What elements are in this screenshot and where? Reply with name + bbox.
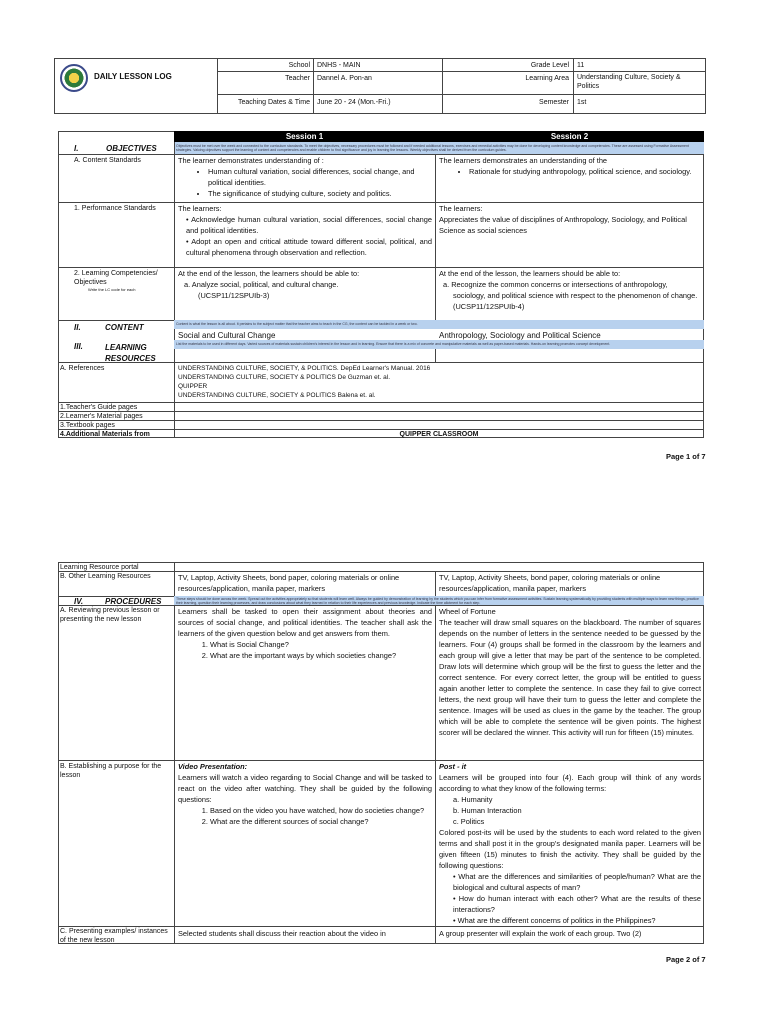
lr-heading: LEARNING RESOURCES xyxy=(105,343,156,363)
other-resources-label: B. Other Learning Resources xyxy=(60,573,151,580)
textbook-label: 3.Textbook pages xyxy=(60,422,115,429)
school-label: School xyxy=(288,62,310,69)
cs1-intro: The learner demonstrates understanding of : xyxy=(178,156,324,165)
objectives-note: Objectives must be met over the week and connected to the curriculum standards. To meet the objectives, necessary procedures must be followed and if needed additional lessons, exercises and remedial activities may be done for developing content knowledge and competencies. These are assessed using Formative Assessment strategies. Valuing objectives support the learning of content and competencies and enable children to find significance and joy in learning the lessons. Weekly objectives shall be derived from the curriculum guides. xyxy=(176,144,689,152)
est2-text: Learners will be grouped into four (4). Each group will think of any words according to what they know of the following terms: xyxy=(439,773,701,793)
est1-text: Learners will watch a video regarding to Social Change and will be tasked to react on the video after watching. They shall be guided by the following questions: xyxy=(178,773,432,804)
est1-title: Video Presentation: xyxy=(178,762,248,771)
pres2-text: A group presenter will explain the work of each group. Two (2) xyxy=(439,929,642,938)
reviewing-label: A. Reviewing previous lesson or presenting the new lesson xyxy=(60,607,160,623)
lr-portal-label: Learning Resource portal xyxy=(60,564,139,571)
semester-value: 1st xyxy=(577,99,587,106)
ps2-intro: The learners: xyxy=(439,204,483,213)
reference-item: UNDERSTANDING CULTURE, SOCIETY, & POLITICS. DepEd Learner's Manual. 2016 xyxy=(178,365,431,372)
content-heading: CONTENT xyxy=(105,323,144,332)
lr-note: List the materials to be used in different days. Varied sources of materials sustain children's interest in the lesson and in learning. Ensure that there is a mix of concrete and manipulative materials as well as paper-based materials. Hands-on learning promotes concept development. xyxy=(176,342,611,346)
content2-value: Anthropology, Sociology and Political Science xyxy=(439,331,601,340)
learners-material-label: 2.Learner's Material pages xyxy=(60,413,143,420)
est2-term: a. Humanity xyxy=(453,795,493,804)
est2-cell: Post - it Learners will be grouped into four (4). Each group will think of any words according to what they know of the following terms: a. Humanity b. Human Interaction c. Politics Colored post-its will be used by the students to each word related to the given terms and shall post it in the group's designated manila paper. Learners will be given fifteen (15) minutes to finish the activity. They shall be guided by the following questions: • What are the differences and similarities of people/human? What are the biological and cultural aspects of man? • How do human interact with each other? What are the results of these interactions? • What are the different concerns of politics in the Philippines? xyxy=(439,762,701,925)
lc2-item: a. Recognize the common concerns or intersections of anthropology, sociology, and political science with respect to the phenomenon of change. (UCSP11/12SPUIb-4) xyxy=(443,280,698,311)
olr1-value: TV, Laptop, Activity Sheets, bond paper, coloring materials or online resources/application, manila paper, markers xyxy=(178,573,400,593)
reference-item: QUIPPER xyxy=(178,383,208,390)
objectives-num: I. xyxy=(74,144,79,153)
establishing-label: B. Establishing a purpose for the lesson xyxy=(60,763,162,779)
area-value: Understanding Culture, Society & Politics xyxy=(577,74,681,90)
est2-term: b. Human Interaction xyxy=(453,806,522,815)
ps2-text: Appreciates the value of disciplines of Anthropology, Sociology, and Political Science as social sciences xyxy=(439,215,687,235)
semester-label: Semester xyxy=(539,99,569,106)
teachers-guide-label: 1.Teacher's Guide pages xyxy=(60,404,138,411)
est2-title: Post - it xyxy=(439,762,467,771)
reference-item: UNDERSTANDING CULTURE, SOCIETY & POLITICS De Guzman et. al. xyxy=(178,374,391,381)
performance-standards-label: 1. Performance Standards xyxy=(74,205,156,212)
rev1-text: Learners shall be tasked to open their assignment about theories and sources of social change, and political identities. The teacher shall ask the learners of the given question below and get answers from them. xyxy=(178,607,432,638)
ps1-item: Acknowledge human cultural variation, social differences, social change and political identities. xyxy=(186,215,433,235)
session2-header: Session 2 xyxy=(435,131,704,142)
lc2-intro: At the end of the lesson, the learners should be able to: xyxy=(439,269,621,278)
ps1-cell: The learners: • Acknowledge human cultural variation, social differences, social change and political identities. • Adopt an open and critical attitude toward different social, political, and cultural phenomena through observation and reflection. xyxy=(178,204,433,257)
lc2-cell xyxy=(439,268,701,312)
procedures-num: IV. xyxy=(74,597,84,606)
additional-materials-label: 4.Additional Materials from xyxy=(60,431,150,438)
est2-question: What are the different concerns of politics in the Philippines? xyxy=(457,916,656,925)
rev2-title: Wheel of Fortune xyxy=(439,607,496,616)
teacher-label: Teacher xyxy=(285,75,310,82)
lc1-item: a. Analyze social, political, and cultural change. xyxy=(184,280,339,289)
lc1-intro: At the end of the lesson, the learners should be able to: xyxy=(178,269,360,278)
content1-value: Social and Cultural Change xyxy=(178,331,276,340)
objectives-heading: OBJECTIVES xyxy=(106,144,157,153)
page-number: Page 1 of 7 xyxy=(666,452,706,461)
session1-header: Session 1 xyxy=(174,131,435,142)
page-number: Page 2 of 7 xyxy=(666,955,706,964)
ps2-cell xyxy=(439,203,701,236)
cs2-item: • Rationale for studying anthropology, political science, and sociology. xyxy=(469,166,701,177)
content-standards-label: A. Content Standards xyxy=(74,157,141,164)
content-note: Content is what the lesson is all about. It pertains to the subject matter that the teacher aims to teach in the CG, the content can be tackled in a week or two. xyxy=(176,322,418,326)
cs1-item: • The significance of studying culture, society and politics. xyxy=(208,188,432,199)
procedures-note: These steps should be done across the week. Spread out the activities appropriately so that students will learn well. Always be guided by demonstration of learning by the students which you can infer from formative assessment activities. Sustain learning systematically by providing students with multiple ways to learn new things, practice their learning, question their learning processes, and draw conclusions about what they learned in relation to their life experiences and previous knowledge. Indicate the time allotment for each step. xyxy=(176,597,699,605)
dates-label: Teaching Dates & Time xyxy=(238,99,310,106)
rev1-question: 2. What are the important ways by which societies change? xyxy=(210,650,432,661)
grade-value: 11 xyxy=(577,62,585,69)
lc1-cell xyxy=(178,268,432,301)
learning-competencies-label: 2. Learning Competencies/ Objectives xyxy=(74,270,158,286)
est1-question: 2. What are the different sources of social change? xyxy=(210,816,432,827)
lr-num: III. xyxy=(74,342,83,351)
est2-text-b: Colored post-its will be used by the students to each word related to the given terms and shall post it in the group's designated manila paper. Learners will be given fifteen (15) minutes to finish the activity. They shall be guided by the following questions: xyxy=(439,828,701,870)
cs1-item: • Human cultural variation, social differences, social change, and political identities. xyxy=(208,166,432,188)
est1-cell xyxy=(178,761,432,827)
cs2-cell xyxy=(439,155,701,177)
est2-question: How do human interact with each other? What are the results of these interactions? xyxy=(453,894,701,914)
school-value: DNHS - MAIN xyxy=(317,62,361,69)
ps1-intro: The learners: xyxy=(178,204,222,213)
deped-seal-icon xyxy=(60,64,88,92)
pres1-text: Selected students shall discuss their reaction about the video in xyxy=(178,929,386,938)
content-num: II. xyxy=(74,323,81,332)
procedures-heading: PROCEDURES xyxy=(105,597,162,606)
additional-materials-value: QUIPPER CLASSROOM xyxy=(399,431,479,438)
est2-term: c. Politics xyxy=(453,817,485,826)
log-title: DAILY LESSON LOG xyxy=(94,72,172,81)
rev1-question: 1. What is Social Change? xyxy=(210,639,432,650)
area-label: Learning Area xyxy=(525,75,569,82)
est2-question: What are the differences and similarities of people/human? What are the biological and cultural aspects of man? xyxy=(453,872,701,892)
references-list xyxy=(178,364,698,400)
references-label: A. References xyxy=(60,365,105,372)
rev2-cell xyxy=(439,606,701,738)
grade-label: Grade Level xyxy=(530,62,569,69)
cs2-intro: The learners demonstrates an understanding of the xyxy=(439,156,608,165)
cs1-cell xyxy=(178,155,432,199)
lc-note: Write the LC code for each xyxy=(88,287,136,292)
olr2-value: TV, Laptop, Activity Sheets, bond paper, coloring materials or online resources/application, manila paper, markers xyxy=(439,573,661,593)
teacher-value: Dannel A. Pon-an xyxy=(317,75,372,82)
ps1-item: Adopt an open and critical attitude toward different social, political, and cultural phenomena through observation and reflection. xyxy=(186,237,432,257)
presenting-label: C. Presenting examples/ instances of the new lesson xyxy=(60,928,168,944)
rev2-text: The teacher will draw small squares on the blackboard. The number of squares depends on the number of letters in the sentence needed to be guessed by the learners. Four (4) groups shall be formed in the classroom by the learners and each group will give a letter that may be part of the sentence to be completed. Draw lots will determine which group will be the first to guess the letter and the correct sentence. For every correct letter, the group will be entitled to guess again another letter to complete the sentence. In case they fail to give correct letters, the next group will have their turn to guess the letter and complete the sentence. Images will be used as clues in the game by the teacher. The group which will be able to complete the sentence will be given points. The highest scorer will be declared the winner. This activity will run for fifteen (15) minutes. xyxy=(439,618,701,737)
est1-question: 1. Based on the video you have watched, how do societies change? xyxy=(210,805,432,816)
reference-item: UNDERSTANDING CULTURE, SOCIETY & POLITICS Balena et. al. xyxy=(178,392,376,399)
rev1-cell xyxy=(178,606,432,661)
dates-value: June 20 - 24 (Mon.-Fri.) xyxy=(317,99,391,106)
lc1-code: (UCSP11/12SPUIb-3) xyxy=(198,291,270,300)
